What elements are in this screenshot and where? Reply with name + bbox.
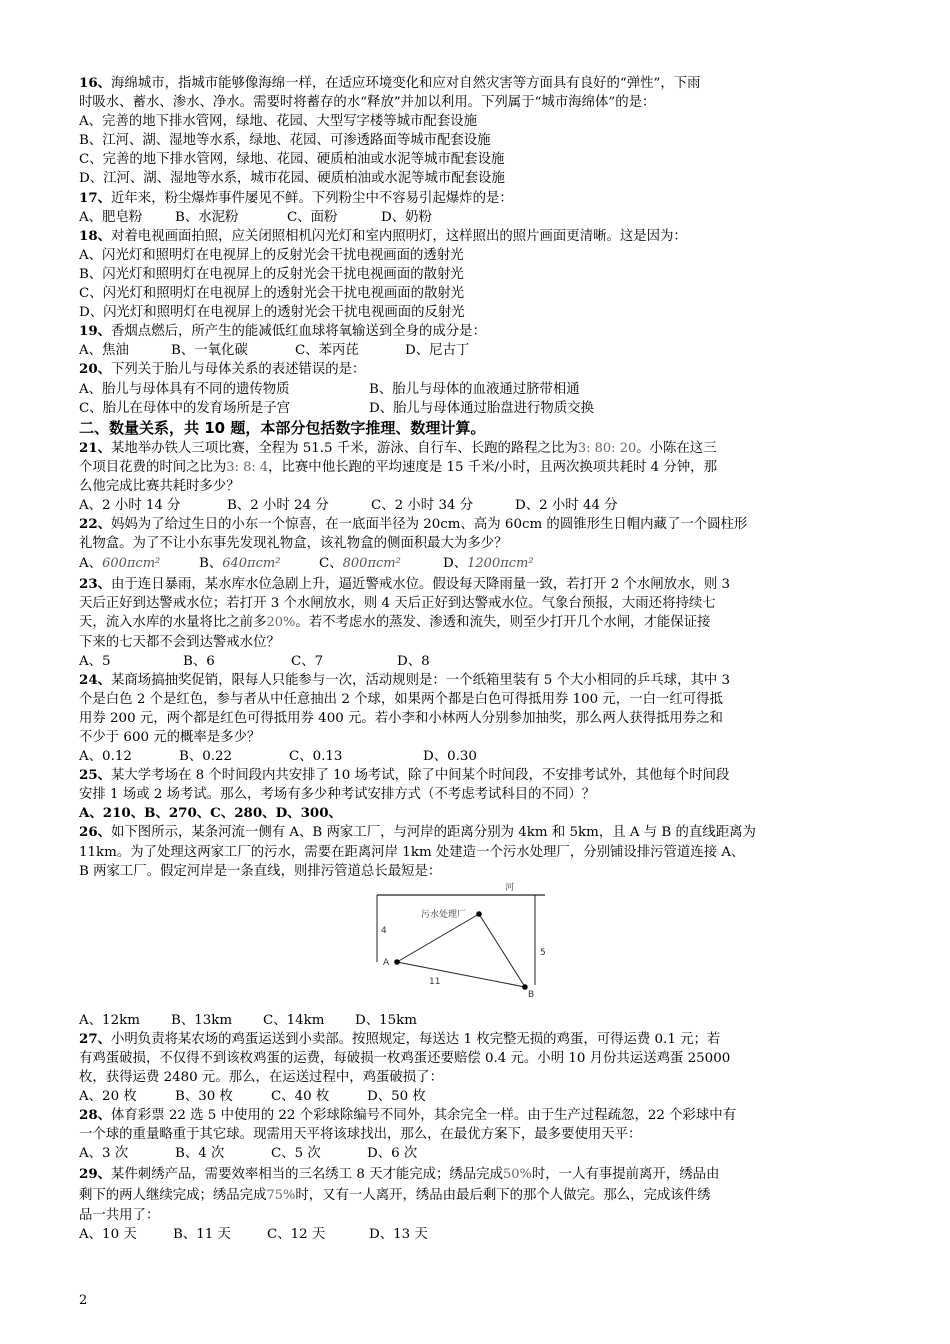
q28-stem: 28、体育彩票 22 选 5 中使用的 22 个彩球除编号不同外，其余完全一样。由于生产过程疏忽，22 个彩球中有 bbox=[79, 1107, 737, 1124]
q16-stem-cont: 时吸水、蓄水、渗水、净水。需要时将蓄存的水“释放”并加以利用。下列属于“城市海绵体”的是： bbox=[79, 95, 656, 111]
q20-options-cd bbox=[79, 399, 879, 418]
q27-option-d: D、50 枚 bbox=[367, 1089, 426, 1105]
q24-option-c: C、0.13 bbox=[289, 749, 343, 765]
q19-option-d: D、尼古丁 bbox=[405, 343, 470, 359]
factory-b-point bbox=[522, 984, 528, 990]
q17-option-b: B、水泥粉 bbox=[175, 209, 239, 225]
q24-option-d: D、0.30 bbox=[423, 749, 477, 765]
factory-a-point bbox=[394, 959, 400, 965]
q20-option-b: B、胎儿与母体的血液通过脐带相通 bbox=[369, 381, 580, 397]
exam-page bbox=[79, 74, 879, 1244]
section-heading: 二、数量关系，共 10 题，本部分包括数字推理、数理计算。 bbox=[79, 418, 486, 437]
pipe-a bbox=[397, 914, 479, 962]
q23-options bbox=[79, 652, 879, 671]
q22-option-c: C、800πcm² bbox=[319, 556, 401, 572]
q22-option-d: D、1200πcm² bbox=[443, 556, 534, 572]
q20-option-a: A、胎儿与母体具有不同的遗传物质 bbox=[79, 381, 290, 397]
plant-point bbox=[476, 911, 482, 917]
q21-ratio-time: 3: 8: 4 bbox=[226, 459, 269, 475]
q26-options bbox=[79, 1011, 879, 1030]
q19-stem: 19、香烟点燃后，所产生的能减低红血球将氧输送到全身的成分是： bbox=[79, 323, 486, 340]
q24-stem: 24、某商场搞抽奖促销，限每人只能参与一次，活动规则是：一个纸箱里装有 5 个大小相同的乒乓球，其中 3 bbox=[79, 671, 731, 688]
q18-option-d: D、闪光灯和照明灯在电视屏上的透射光会干扰电视画面的反射光 bbox=[79, 305, 465, 321]
q21-option-b: B、2 小时 24 分 bbox=[227, 497, 329, 513]
q23-option-b: B、6 bbox=[183, 653, 215, 669]
q19-option-a: A、焦油 bbox=[79, 343, 129, 359]
q28-option-a: A、3 次 bbox=[79, 1146, 129, 1162]
river-label: 河 bbox=[505, 882, 515, 893]
page-number: 2 bbox=[79, 1293, 88, 1308]
q18-option-c: C、闪光灯和照明灯在电视屏上的透射光会干扰电视画面的散射光 bbox=[79, 286, 465, 302]
q23-stem: 23、由于连日暴雨，某水库水位急剧上升，逼近警戒水位。假设每天降雨量一致，若打开 2 个水闸放水，则 3 bbox=[79, 576, 731, 593]
q27-stem-cont: 有鸡蛋破损，不仅得不到该枚鸡蛋的运费，每破损一枚鸡蛋还要赔偿 0.4 元。小明 10 月份共运送鸡蛋 25000 bbox=[79, 1050, 731, 1066]
q22-stem: 22、妈妈为了给过生日的小东一个惊喜，在一底面半径为 20cm、高为 60cm 的圆锥形生日帽内藏了一个圆柱形 bbox=[79, 516, 748, 533]
factory-b-label: B bbox=[528, 989, 535, 1000]
q22-options bbox=[79, 553, 879, 575]
q24-options bbox=[79, 747, 879, 766]
q21-option-a: A、2 小时 14 分 bbox=[79, 497, 181, 513]
q16-stem: 16、海绵城市，指城市能够像海绵一样，在适应环境变化和应对自然灾害等方面具有良好的“弹性”，下雨 bbox=[79, 75, 701, 91]
q26-option-c: C、14km bbox=[263, 1012, 325, 1028]
q28-option-b: B、4 次 bbox=[175, 1146, 225, 1162]
q28-stem-cont: 一个球的重量略重于其它球。现需用天平将该球找出，那么，在最优方案下，最多要使用天平： bbox=[79, 1127, 642, 1143]
q24-option-a: A、0.12 bbox=[79, 749, 132, 765]
q24-stem-cont2: 用券 200 元，两个都是红色可得抵用券 400 元。若小李和小林两人分别参加抽奖，那么两人获得抵用券之和 bbox=[79, 710, 723, 726]
q17-option-c: C、面粉 bbox=[287, 209, 338, 225]
q16-option-a: A、完善的地下排水管网，绿地、花园、大型写字楼等城市配套设施 bbox=[79, 114, 477, 130]
q27-options bbox=[79, 1087, 879, 1106]
q27-stem-end: 枚，获得运费 2480 元。那么，在运送过程中，鸡蛋破损了： bbox=[79, 1070, 443, 1086]
q22-option-a: A、600πcm² bbox=[79, 556, 161, 572]
q19-option-b: B、一氧化碳 bbox=[171, 343, 248, 359]
q17-stem: 17、近年来，粉尘爆炸事件屡见不鲜。下列粉尘中不容易引起爆炸的是： bbox=[79, 189, 513, 206]
q29-options bbox=[79, 1225, 879, 1244]
pipe-b bbox=[479, 914, 525, 987]
q29-percent-75: 75% bbox=[266, 1187, 296, 1203]
q24-option-b: B、0.22 bbox=[179, 749, 233, 765]
q16-option-d: D、江河、湖、湿地等水系，城市花园、硬质柏油或水泥等城市配套设施 bbox=[79, 171, 505, 187]
q29-stem: 29、某件刺绣产品，需要效率相当的三名绣工 8 天才能完成；绣品完成50%时，一人有事提前离开，绣品由 bbox=[79, 1165, 720, 1182]
q28-option-d: D、6 次 bbox=[367, 1146, 418, 1162]
q23-stem-end: 下来的七天都不会到达警戒水位？ bbox=[79, 634, 280, 650]
q18-stem: 18、对着电视画面拍照，应关闭照相机闪光灯和室内照明灯，这样照出的照片画面更清晰。这是因为： bbox=[79, 227, 687, 244]
q26-stem-cont: 11km。为了处理这两家工厂的污水，需要在距离河岸 1km 处建造一个污水处理厂，分别铺设排污管道连接 A、 bbox=[79, 844, 745, 860]
q21-option-c: C、2 小时 34 分 bbox=[371, 497, 474, 513]
distance-5-label: 5 bbox=[540, 947, 546, 958]
q27-option-c: C、40 枚 bbox=[271, 1089, 330, 1105]
q29-percent-50: 50% bbox=[503, 1166, 532, 1182]
q26-option-d: D、15km bbox=[355, 1012, 417, 1028]
q18-option-a: A、闪光灯和照明灯在电视屏上的反射光会干扰电视画面的透射光 bbox=[79, 247, 464, 263]
q20-option-c: C、胎儿在母体中的发育场所是子宫 bbox=[79, 400, 291, 416]
q20-stem: 20、下列关于胎儿与母体关系的表述错误的是： bbox=[79, 361, 366, 378]
q23-stem-cont2: 天，流入水库的水量将比之前多20%。若不考虑水的蒸发、渗透和流失，则至少打开几个水闸，才能保证接 bbox=[79, 615, 711, 631]
q16-option-c: C、完善的地下排水管网，绿地、花园、硬质柏油或水泥等城市配套设施 bbox=[79, 152, 505, 168]
q29-option-c: C、12 天 bbox=[267, 1226, 326, 1242]
q27-option-b: B、30 枚 bbox=[175, 1089, 233, 1105]
q23-stem-cont: 天后正好到达警戒水位；若打开 3 个水闸放水，则 4 天后正好到达警戒水位。气象台预报，大雨还将持续七 bbox=[79, 596, 716, 612]
q26-diagram bbox=[79, 881, 879, 1011]
q26-stem-end: B 两家工厂。假定河岸是一条直线，则排污管道总长最短是： bbox=[79, 863, 442, 879]
q25-stem: 25、某大学考场在 8 个时间段内共安排了 10 场考试，除了中间某个时间段，不安排考试外，其他每个时间段 bbox=[79, 767, 730, 784]
q27-stem: 27、小明负责将某农场的鸡蛋运送到小卖部。按照规定，每送达 1 枚完整无损的鸡蛋，可得运费 0.1 元；若 bbox=[79, 1030, 721, 1047]
q29-option-d: D、13 天 bbox=[369, 1226, 428, 1242]
q25-stem-cont: 安排 1 场或 2 场考试。那么，考场有多少种考试安排方式（不考虑考试科目的不同）？ bbox=[79, 787, 596, 803]
factory-a-label: A bbox=[383, 957, 390, 968]
q22-option-b: B、640πcm² bbox=[199, 556, 281, 572]
q29-option-b: B、11 天 bbox=[173, 1226, 231, 1242]
q21-stem-end: 么他完成比赛共耗时多少？ bbox=[79, 478, 240, 494]
q17-option-d: D、奶粉 bbox=[381, 209, 432, 225]
q17-option-a: A、肥皂粉 bbox=[79, 209, 143, 225]
river-factory-figure bbox=[79, 881, 879, 1011]
q28-options bbox=[79, 1144, 879, 1163]
q29-stem-cont: 剩下的两人继续完成；绣品完成75%时，又有一人离开，绣品由最后剩下的那个人做完。那么，完成该件绣 bbox=[79, 1187, 711, 1203]
q28-option-c: C、5 次 bbox=[271, 1146, 321, 1162]
q19-option-c: C、苯丙芘 bbox=[295, 343, 359, 359]
q20-option-d: D、胎儿与母体通过胎盘进行物质交换 bbox=[369, 400, 594, 416]
q23-option-a: A、5 bbox=[79, 653, 111, 669]
q25-options: A、210、B、270、C、280、D、300、 bbox=[79, 805, 342, 822]
q17-options bbox=[79, 208, 879, 227]
q19-options bbox=[79, 341, 879, 360]
q26-option-a: A、12km bbox=[79, 1012, 140, 1028]
q21-options bbox=[79, 496, 879, 515]
plant-label: 污水处理厂 bbox=[421, 909, 467, 920]
distance-4-label: 4 bbox=[381, 925, 387, 936]
q26-stem: 26、如下图所示，某条河流一侧有 A、B 两家工厂，与河岸的距离分别为 4km 和 5km，且 A 与 B 的直线距离为 bbox=[79, 824, 756, 841]
q29-stem-end: 品一共用了： bbox=[79, 1207, 160, 1223]
q26-option-b: B、13km bbox=[171, 1012, 233, 1028]
q20-options-ab bbox=[79, 380, 879, 399]
q23-percent: 20% bbox=[266, 615, 296, 631]
q27-option-a: A、20 枚 bbox=[79, 1089, 137, 1105]
q23-option-c: C、7 bbox=[291, 653, 324, 669]
ab-line bbox=[397, 962, 525, 987]
q24-stem-end: 不少于 600 元的概率是多少？ bbox=[79, 730, 261, 745]
distance-11-label: 11 bbox=[429, 976, 441, 987]
q21-stem: 21、某地举办铁人三项比赛，全程为 51.5 千米，游泳、自行车、长跑的路程之比为3: 80: 20。小陈在这三 bbox=[79, 439, 717, 456]
q21-stem-cont: 个项目花费的时间之比为3: 8: 4，比赛中他长跑的平均速度是 15 千米/小时，且两次换项共耗时 4 分钟，那 bbox=[79, 459, 717, 475]
q21-ratio-distance: 3: 80: 20 bbox=[577, 440, 637, 456]
q16-option-b: B、江河、湖、湿地等水系，绿地、花园、可渗透路面等城市配套设施 bbox=[79, 133, 491, 149]
q22-stem-cont: 礼物盒。为了不让小东事先发现礼物盒，该礼物盒的侧面积最大为多少？ bbox=[79, 536, 508, 552]
q21-option-d: D、2 小时 44 分 bbox=[515, 497, 618, 513]
q24-stem-cont: 个是白色 2 个是红色，参与者从中任意抽出 2 个球，如果两个都是白色可得抵用券 100 元，一白一红可得抵 bbox=[79, 691, 723, 707]
q29-option-a: A、10 天 bbox=[79, 1226, 137, 1242]
q18-option-b: B、闪光灯和照明灯在电视屏上的反射光会干扰电视画面的散射光 bbox=[79, 266, 464, 282]
q23-option-d: D、8 bbox=[397, 653, 430, 669]
